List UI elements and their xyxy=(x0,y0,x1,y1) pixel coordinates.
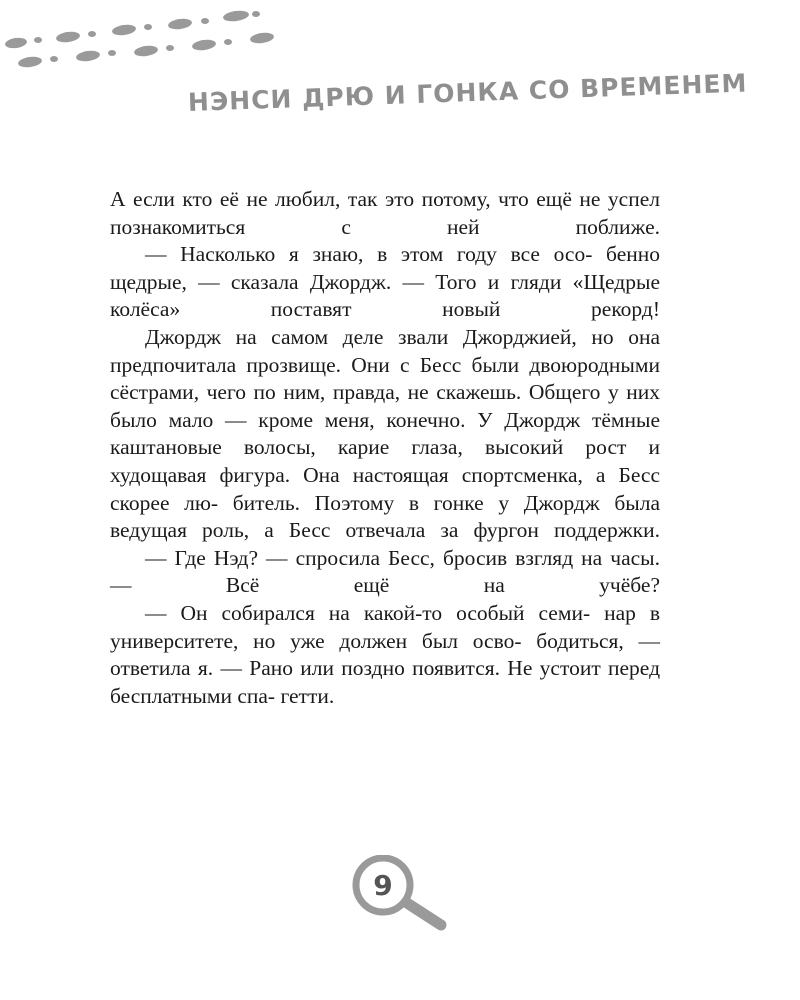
text-line: гетти. xyxy=(280,683,335,708)
text-line: А если кто её не любил, так это потому, что xyxy=(110,187,537,211)
text-line: тёмные каштановые волосы, карие глаза, xyxy=(110,407,660,460)
text-line: ведущая роль, а Бесс отвечала за фургон xyxy=(110,518,554,543)
text-line: Джордж на самом деле звали Джорджией, xyxy=(145,324,592,349)
text-line: появится. Не устоит перед бесплатными спа- xyxy=(110,656,661,708)
text-line: бодиться, — ответила я. — Рано или поздно xyxy=(110,628,660,681)
paragraph xyxy=(110,324,660,545)
text-line: мало — кроме меня, конечно. У Джордж xyxy=(168,407,592,432)
text-line: высокий рост и худощавая фигура. Она xyxy=(110,435,660,487)
text-line: настоящая спортсменка, а Бесс скорее лю- xyxy=(110,462,660,515)
text-line: поддержки. xyxy=(554,518,660,543)
magnifying-glass-icon xyxy=(345,855,455,935)
page-number: 9 xyxy=(373,869,393,902)
running-title: НЭНСИ ДРЮ И ГОНКА СО ВРЕМЕНЕМ xyxy=(187,68,748,117)
text-line: были двоюродными сёстрами, чего по ним, xyxy=(110,352,660,405)
text-line: — Насколько я знаю, в этом году все осо- xyxy=(145,242,593,267)
body-text xyxy=(110,186,660,710)
text-line: и гляди «Щедрые колёса» поставят новый xyxy=(110,269,660,322)
paragraph xyxy=(110,186,660,241)
paragraph xyxy=(110,545,660,600)
paragraph xyxy=(110,241,660,324)
text-line: но она предпочитала прозвище. Они с Бесс xyxy=(110,324,660,377)
text-line: ещё не успел познакомиться с ней поближе. xyxy=(110,187,660,239)
text-line: битель. Поэтому в гонке у Джордж была xyxy=(232,490,661,515)
text-line: рекорд! xyxy=(591,297,660,322)
paragraph xyxy=(110,600,660,710)
text-line: — Он собирался на какой-то особый семи- xyxy=(145,600,591,625)
footprints-icon xyxy=(0,0,300,80)
text-line: бенно щедрые, — сказала Джордж. — Того xyxy=(110,242,661,294)
text-line: нар в университете, но уже должен был осво- xyxy=(110,600,661,653)
text-line: — Где Нэд? — спросила Бесс, бросив xyxy=(145,545,516,570)
text-line: взгляд на часы. — Всё ещё на учёбе? xyxy=(110,545,660,598)
text-line: правда, не скажешь. Общего у них было xyxy=(110,380,661,432)
